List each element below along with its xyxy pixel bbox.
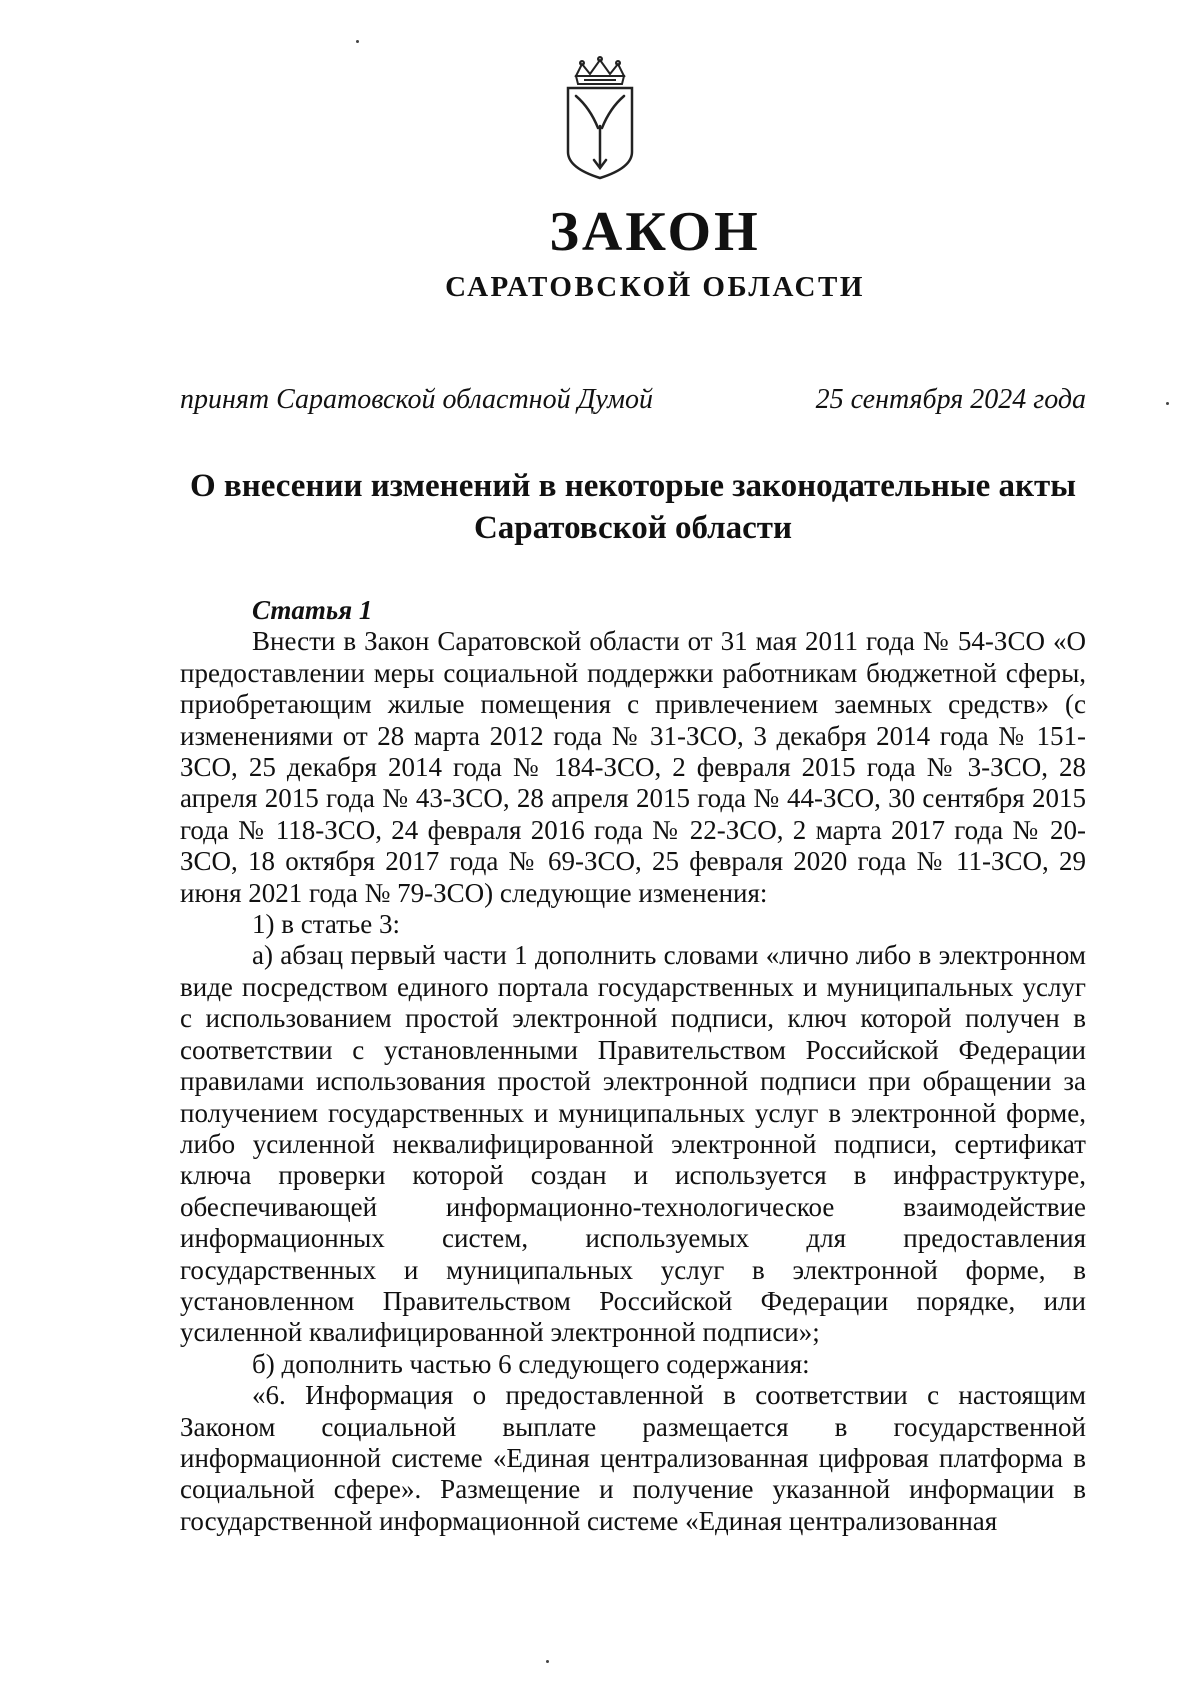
- law-title: ЗАКОН: [549, 201, 761, 263]
- paragraph: Внести в Закон Саратовской области от 31 мая 2011 года № 54-ЗСО «О предоставлении меры социальной поддержки работникам бюджетной сферы, приобретающим жилые помещения с привлечением заемных средств» (с изменениями от 28 марта 2012 года № 31-ЗСО, 3 декабря 2014 года № 151-ЗСО, 25 декабря 2014 года № 184-ЗСО, 2 февраля 2015 года № 3-ЗСО, 28 апреля 2015 года № 43-ЗСО, 28 апреля 2015 года № 44-ЗСО, 30 сентября 2015 года № 118-ЗСО, 24 февраля 2016 года № 22-ЗСО, 2 марта 2017 года № 20-ЗСО, 18 октября 2017 года № 69-ЗСО, 25 февраля 2020 года № 11-ЗСО, 29 июня 2021 года № 79-ЗСО) следующие изменения:: [180, 626, 1086, 908]
- scan-speck: [356, 40, 359, 43]
- scan-speck: [546, 1660, 549, 1663]
- adopted-by: принят Саратовской областной Думой: [180, 384, 653, 415]
- adoption-info: [180, 382, 1086, 418]
- article-label: Статья 1: [252, 595, 373, 625]
- paragraph: 1) в статье 3:: [252, 909, 400, 940]
- region-name: САРАТОВСКОЙ ОБЛАСТИ: [445, 271, 865, 303]
- document-body: [180, 595, 1086, 1537]
- paragraph: «6. Информация о предоставленной в соответствии с настоящим Законом социальной выплате размещается в государственной информационной системе «Единая централизованная цифровая платформа в социальной сфере». Размещение и получение указанной информации в государственной информационной системе «Единая централизованная: [180, 1380, 1086, 1536]
- scan-speck: [1166, 402, 1169, 405]
- document-heading: О внесении изменений в некоторые законодательные акты Саратовской области: [189, 468, 1077, 546]
- paragraph: а) абзац первый части 1 дополнить словами «лично либо в электронном виде посредством единого портала государственных и муниципальных услуг с использованием простой электронной подписи, ключ которой получен в соответствии с установленными Правительством Российской Федерации правилами использования простой электронной подписи при обращении за получением государственных и муниципальных услуг в электронной форме, либо усиленной неквалифицированной электронной подписи, сертификат ключа проверки которой создан и используется в инфраструктуре, обеспечивающей информационно-технологическое взаимодействие информационных систем, используемых для предоставления государственных и муниципальных услуг в электронной форме, в установленном Правительством Российской Федерации порядке, или усиленной квалифицированной электронной подписи»;: [180, 940, 1086, 1348]
- paragraph: б) дополнить частью 6 следующего содержания:: [252, 1348, 810, 1379]
- coat-of-arms-icon: [560, 56, 640, 182]
- adopted-date: 25 сентября 2024 года: [815, 384, 1086, 415]
